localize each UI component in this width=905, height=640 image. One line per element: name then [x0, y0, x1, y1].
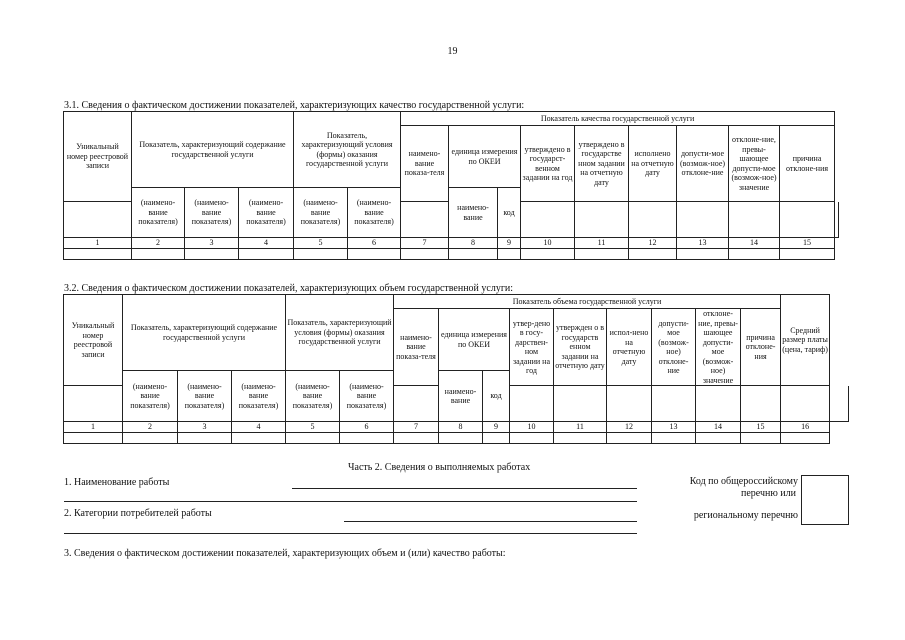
col-number: 13	[652, 422, 696, 433]
registry-code-label	[650, 476, 798, 500]
col-content-indicator: Показатель, характеризующий содержание государственной услуги	[132, 112, 294, 188]
col-unit-okei: единица измерения по ОКЕИ	[449, 126, 521, 188]
col-number: 11	[575, 238, 629, 249]
col-number: 6	[340, 422, 394, 433]
col-number: 8	[439, 422, 483, 433]
sub-indicator-name: (наимено-вание показателя)	[232, 371, 286, 422]
sub-indicator-name: (наимено-вание показателя)	[178, 371, 232, 422]
sub-indicator-name: (наимено-вание показателя)	[123, 371, 178, 422]
consumers-label: 2. Категории потребителей работы	[64, 508, 212, 519]
col-number: 5	[294, 238, 348, 249]
col-number: 7	[401, 238, 449, 249]
registry-code-line-1: Код по общероссийскому	[689, 476, 798, 487]
col-content-indicator: Показатель, характеризующий содержание государственной услуги	[123, 295, 286, 371]
section-3-2-title: 3.2. Сведения о фактическом достижении показателей, характеризующих объем государственной услуги:	[64, 283, 514, 294]
col-indicator-name: наимено-вание показа-теля	[401, 126, 449, 202]
registry-code-line-2: перечню или	[740, 488, 796, 499]
column-numbers-row	[64, 238, 839, 249]
col-volume-indicator: Показатель объема государственной услуги	[394, 295, 781, 309]
col-number: 4	[232, 422, 286, 433]
section-3-1-title: 3.1. Сведения о фактическом достижении показателей, характеризующих качество государственной услуги:	[64, 100, 525, 111]
col-deviation-reason: причина отклоне-ния	[780, 126, 835, 202]
col-number: 8	[449, 238, 498, 249]
col-number: 13	[677, 238, 729, 249]
col-number: 12	[607, 422, 652, 433]
col-approved-date: утвержден о в государств енном задании на отчетную дату	[554, 309, 607, 386]
col-approved-year: утвер-дено в госу-дарствен-ном задании на год	[510, 309, 554, 386]
col-exceeding-deviation: отклоне-ние, превы-шающее допусти-мое (возмож-ное) значение	[729, 126, 780, 202]
consumers-field[interactable]	[344, 521, 637, 522]
registry-code-line-3: региональному перечню	[693, 510, 798, 521]
column-numbers-row	[64, 422, 849, 433]
sub-unit-code: код	[483, 371, 510, 422]
col-unique-number: Уникальный номер реестровой записи	[64, 112, 132, 202]
work-name-label: 1. Наименование работы	[64, 477, 170, 488]
sub-indicator-name: (наимено-вание показателя)	[348, 188, 401, 238]
registry-code-box[interactable]	[801, 475, 849, 525]
work-name-field-line-2[interactable]	[64, 501, 637, 502]
col-number: 6	[348, 238, 401, 249]
col-allowed-deviation: допусти-мое (возмож-ное) отклоне-ние	[677, 126, 729, 202]
col-number: 3	[178, 422, 232, 433]
col-number: 7	[394, 422, 439, 433]
col-number: 3	[185, 238, 239, 249]
col-number: 15	[780, 238, 835, 249]
empty-data-row	[64, 249, 839, 260]
col-unit-okei: единица измерения по ОКЕИ	[439, 309, 510, 371]
part-2-title: Часть 2. Сведения о выполняемых работах	[348, 462, 531, 473]
sub-unit-code: код	[498, 188, 521, 238]
col-number: 10	[510, 422, 554, 433]
col-number: 2	[123, 422, 178, 433]
col-deviation-reason: причина отклоне-ния	[741, 309, 781, 386]
page-number: 19	[447, 46, 458, 57]
col-allowed-deviation: допусти-мое (возмож-ное) отклоне-ние	[652, 309, 696, 386]
col-unique-number: Уникальный номер реестровой записи	[64, 295, 123, 386]
volume-table	[63, 294, 849, 444]
col-number: 4	[239, 238, 294, 249]
col-number: 9	[498, 238, 521, 249]
col-number: 12	[629, 238, 677, 249]
col-done: испол-нено на отчетную дату	[607, 309, 652, 386]
sub-indicator-name: (наимено-вание показателя)	[286, 371, 340, 422]
col-conditions-indicator: Показатель, характеризующий условия (формы) оказания государственной услуги	[294, 112, 401, 188]
col-number: 1	[64, 238, 132, 249]
col-done: исполнено на отчетную дату	[629, 126, 677, 202]
col-exceeding-deviation: отклоне-ние, превы-шающее допусти-мое (возмож-ное) значение	[696, 309, 741, 386]
consumers-field-line-2[interactable]	[64, 533, 637, 534]
col-number: 11	[554, 422, 607, 433]
col-number: 1	[64, 422, 123, 433]
col-quality-indicator: Показатель качества государственной услуги	[401, 112, 835, 126]
col-conditions-indicator: Показатель, характеризующий условия (формы) оказания государственной услуги	[286, 295, 394, 371]
quality-table	[63, 111, 839, 260]
sub-unit-name: наимено-вание	[439, 371, 483, 422]
col-number: 14	[729, 238, 780, 249]
col-average-fee: Средний размер платы (цена, тариф)	[781, 295, 830, 386]
sub-indicator-name: (наимено-вание показателя)	[340, 371, 394, 422]
sub-indicator-name: (наимено-вание показателя)	[294, 188, 348, 238]
col-approved-year: утверждено в государст-венном задании на год	[521, 126, 575, 202]
col-number: 5	[286, 422, 340, 433]
col-indicator-name: наимено-вание показа-теля	[394, 309, 439, 386]
empty-data-row	[64, 433, 849, 444]
col-number: 16	[781, 422, 830, 433]
col-number: 2	[132, 238, 185, 249]
sub-indicator-name: (наимено-вание показателя)	[185, 188, 239, 238]
col-number: 14	[696, 422, 741, 433]
work-name-field[interactable]	[292, 488, 637, 489]
sub-indicator-name: (наимено-вание показателя)	[239, 188, 294, 238]
col-approved-date: утверждено в государстве нном задании на отчетную дату	[575, 126, 629, 202]
section-3-title: 3. Сведения о фактическом достижении показателей, характеризующих объем и (или) качество работы:	[64, 548, 506, 559]
col-number: 15	[741, 422, 781, 433]
col-number: 9	[483, 422, 510, 433]
sub-indicator-name: (наимено-вание показателя)	[132, 188, 185, 238]
col-number: 10	[521, 238, 575, 249]
sub-unit-name: наимено-вание	[449, 188, 498, 238]
